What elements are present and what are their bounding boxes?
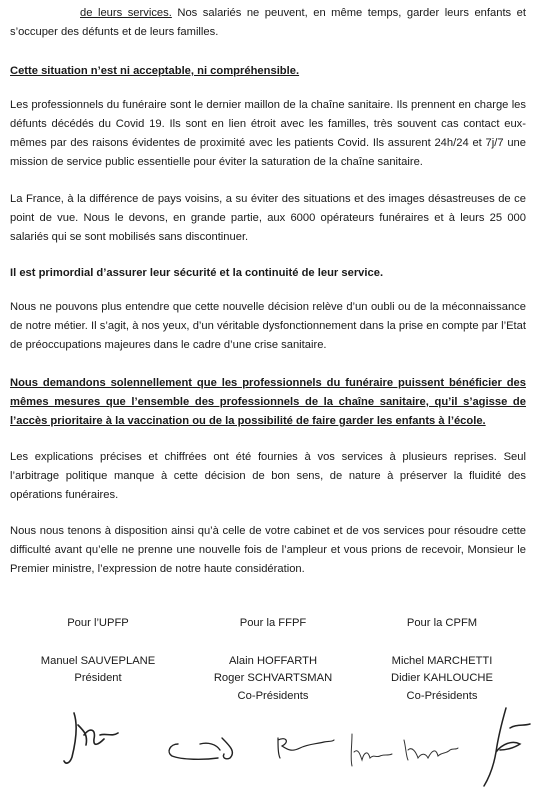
signatory-role: Co-Présidents [237, 689, 309, 702]
signatory-name: Michel MARCHETTI [391, 654, 493, 667]
signatory-organization: Pour l’UPFP [67, 617, 129, 629]
paragraph-4: La France, à la différence de pays voisins, a su éviter des situations et des images désastreuses de ce point de vue. Nous le devons, en grande partie, aux 6000 opérateurs funéraires et à leurs 25 000 salariés qui se sont mobilisés sans discontinuer. [10, 193, 526, 243]
signatory-name: Manuel SAUVEPLANE [40, 654, 156, 667]
paragraph-1 [10, 4, 526, 42]
signatory-name: Alain HOFFARTH [228, 654, 318, 667]
statement-heading: Cette situation n’est ni acceptable, ni compréhensible. [10, 65, 300, 77]
signatory-role: Co-Présidents [406, 689, 478, 702]
underlined-phrase: de leurs services. [80, 7, 172, 19]
signature-schvartsman [272, 732, 338, 762]
paragraph-3: Les professionnels du funéraire sont le dernier maillon de la chaîne sanitaire. Ils prennent en charge les défunts décédés du Covid 19. Ils sont en lien étroit avec les familles, très souvent cas contact eux-mêmes par des raisons évidentes de proximité avec les patients Covid. Ils assurent 24h/24 et 7j/7 une mission de service public essentielle pour éviter la saturation de la chaîne sanitaire. [10, 99, 526, 168]
paragraph-1-text: Nos salariés ne peuvent, en même temps, garder leurs enfants et s’occuper des défunts et de leurs familles. [10, 7, 526, 38]
signatory-organization: Pour la CPFM [406, 617, 478, 629]
signature-block-cpfm [352, 615, 532, 705]
signature-sauveplane [60, 705, 130, 775]
signatory-name: Roger SCHVARTSMAN [213, 672, 333, 684]
paragraph-6: Nous ne pouvons plus entendre que cette nouvelle décision relève d’un oubli ou de la méconnaissance de notre métier. Il s’agit, à nos yeux, d’un véritable dysfonctionnement dans la prise en compte par l’Etat de préoccupations majeures dans le cadre d’une crise sanitaire. [10, 301, 526, 351]
signature-block-upfp [8, 615, 188, 688]
signature-hoffarth [160, 730, 260, 766]
signatory-organization: Pour la FFPF [239, 617, 307, 629]
closing-paragraph: Nous nous tenons à disposition ainsi qu’à celle de votre cabinet et de vos services pour résoudre cette difficulté avant qu’elle ne prenne une nouvelle fois de l’ampleur et vous prions de recevoir, Monsieur le Premier ministre, l’expression de notre haute considération. [10, 525, 526, 575]
demand-statement: Nous demandons solennellement que les professionnels du funéraire puissent bénéficier des mêmes mesures que l’ensemble des professionnels de la chaîne sanitaire, qu’il s’agisse de l’accès prioritaire à la vaccination ou de la possibilité de faire garder les enfants à l’école. [10, 377, 526, 427]
signature-kahlouche [398, 730, 462, 766]
signature-block-ffpf [183, 615, 363, 705]
signature-marchetti [346, 730, 396, 770]
signature-cpfm-stroke [476, 704, 536, 790]
priority-statement: Il est primordial d’assurer leur sécurité et la continuité de leur service. [10, 267, 384, 279]
paragraph-8: Les explications précises et chiffrées ont été fournies à vos services à plusieurs reprises. Seul l’arbitrage politique manque à cette décision de bon sens, de nature à préserver la fluidité des opérations funéraires. [10, 451, 526, 501]
signatory-name: Didier KAHLOUCHE [391, 672, 493, 684]
signatory-role: Président [74, 672, 122, 684]
